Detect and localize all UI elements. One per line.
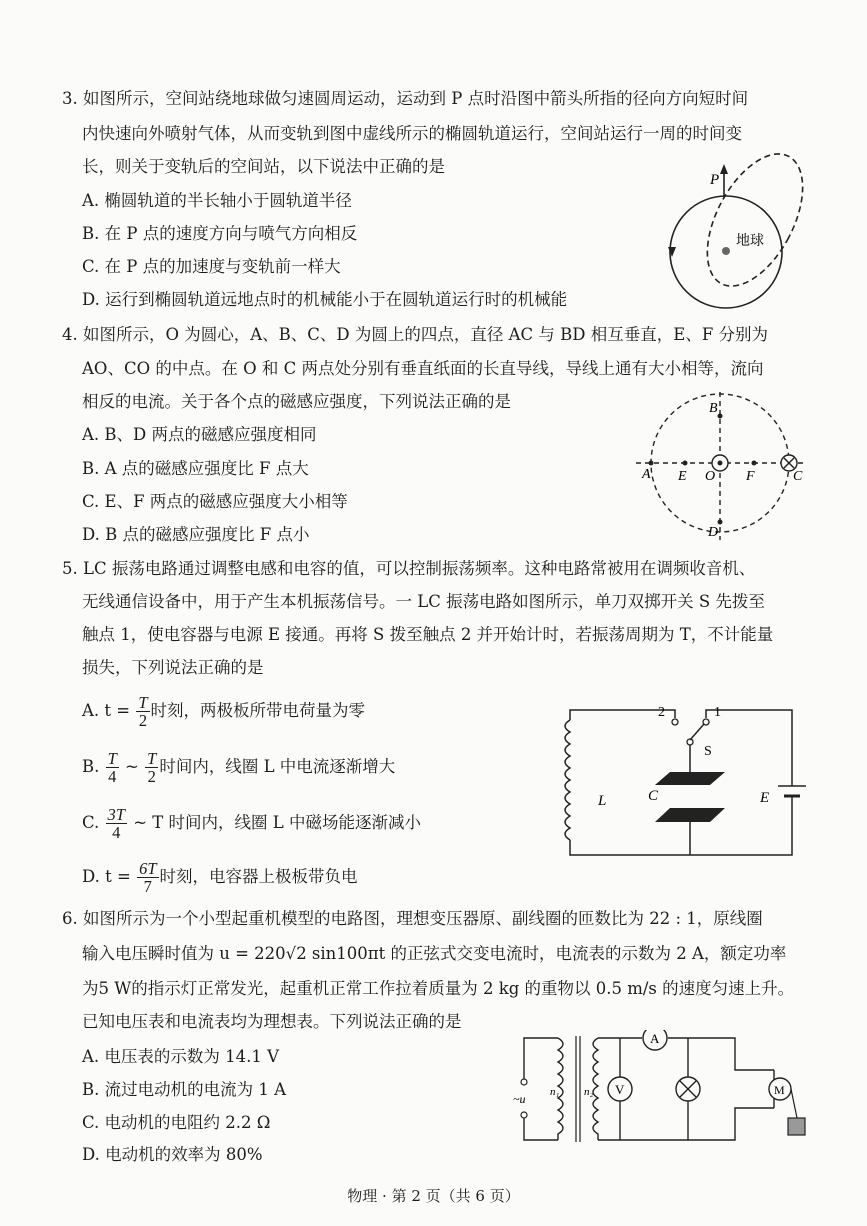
q3-option-c: C. 在 P 点的加速度与变轨前一样大 — [82, 257, 341, 276]
q4-option-c: C. E、F 两点的磁感应强度大小相等 — [82, 492, 348, 511]
q3-option-d: D. 运行到椭圆轨道远地点时的机械能小于在圆轨道运行时的机械能 — [82, 290, 568, 309]
label-input-voltage: ~u — [513, 1092, 526, 1106]
q4-stem-line3: 相反的电流。关于各个点的磁感应强度，下列说法正确的是 — [82, 392, 511, 411]
label-voltmeter: V — [615, 1082, 625, 1097]
q5-stem-line4: 损失，下列说法正确的是 — [82, 658, 264, 677]
label-contact-1: 1 — [714, 705, 721, 720]
q4-option-b: B. A 点的磁感应强度比 F 点大 — [82, 459, 309, 478]
q3-orbit-diagram — [660, 150, 810, 310]
q5-stem-line2: 无线通信设备中，用于产生本机振荡信号。一 LC 振荡电路如图所示，单刀双掷开关 S 先拨至 — [82, 592, 765, 611]
q4-option-a: A. B、D 两点的磁感应强度相同 — [82, 425, 317, 444]
q4-option-d: D. B 点的磁感应强度比 F 点小 — [82, 525, 310, 544]
label-battery: E — [760, 790, 770, 806]
inductor-coil — [565, 720, 570, 840]
label-inductor: L — [598, 793, 607, 809]
q5-lc-circuit — [560, 700, 810, 860]
q6-option-c: C. 电动机的电阻约 2.2 Ω — [82, 1113, 271, 1132]
label-o: O — [705, 469, 716, 484]
q5-option-d: D. t = $\frac{6T}{7}$ 时刻，电容器上极板带负电 — [82, 859, 358, 896]
label-d: D — [708, 525, 719, 540]
secondary-coil — [593, 1038, 598, 1140]
capacitor-top-plate — [655, 772, 725, 785]
q5-option-c: C. $\frac{3T}{4}$ ~ T 时间内，线圈 L 中磁场能逐渐减小 — [82, 805, 421, 842]
q6-stem-line4: 已知电压表和电流表均为理想表。下列说法正确的是 — [82, 1012, 462, 1031]
capacitor-bottom-plate — [655, 808, 725, 822]
q3-stem-line1: 3. 如图所示，空间站绕地球做匀速圆周运动，运动到 P 点时沿图中箭头所指的径向方向短时间 — [62, 89, 749, 108]
earth-dot — [722, 247, 730, 255]
q6-stem-line1: 6. 如图所示为一个小型起重机模型的电路图，理想变压器原、副线圈的匝数比为 22 : 1，原线圈 — [62, 909, 763, 928]
q4-stem-line1: 4. 如图所示，O 为圆心，A、B、C、D 为圆上的四点，直径 AC 与 BD 相互垂直，E、F 分别为 — [62, 325, 769, 344]
label-switch: S — [704, 744, 712, 759]
label-contact-2: 2 — [658, 705, 665, 720]
label-a: A — [642, 467, 651, 482]
label-b: B — [709, 401, 718, 416]
q5-stem-line3: 触点 1，使电容器与电源 E 接通。再将 S 拨至触点 2 并开始计时，若振荡周期为 T，不计能量 — [82, 625, 774, 644]
q4-field-diagram — [636, 390, 811, 550]
label-f: F — [746, 469, 755, 484]
label-earth: 地球 — [736, 234, 764, 249]
label-capacitor: C — [648, 788, 659, 804]
q6-crane-circuit — [510, 1030, 810, 1145]
label-n1: n₁ — [550, 1086, 560, 1098]
q6-option-a: A. 电压表的示数为 14.1 V — [82, 1047, 280, 1066]
page-footer: 物理 · 第 2 页（共 6 页） — [347, 1187, 520, 1205]
q3-stem-line3: 长，则关于变轨后的空间站，以下说法中正确的是 — [82, 157, 445, 176]
label-ammeter: A — [650, 1031, 660, 1046]
load-weight-icon — [788, 1118, 805, 1135]
label-c: C — [793, 469, 803, 484]
q6-option-d: D. 电动机的效率为 80% — [82, 1145, 263, 1164]
label-n2: n₂ — [584, 1086, 594, 1098]
q5-stem-line1: 5. LC 振荡电路通过调整电感和电容的值，可以控制振荡频率。这种电路常被用在调频收音机、 — [62, 559, 756, 578]
label-motor: M — [774, 1083, 785, 1097]
q4-stem-line2: AO、CO 的中点。在 O 和 C 两点处分别有垂直纸面的长直导线，导线上通有大小相等，流向 — [82, 359, 764, 378]
q6-option-b: B. 流过电动机的电流为 1 A — [82, 1080, 287, 1099]
switch-blade — [690, 724, 704, 740]
label-e: E — [678, 469, 687, 484]
q6-stem-line2: 输入电压瞬时值为 u = 220√2 sin100πt 的正弦式交变电流时，电流表的示数为 2 A，额定功率 — [82, 944, 787, 963]
q3-stem-line2: 内快速向外喷射气体，从而变轨到图中虚线所示的椭圆轨道运行，空间站运行一周的时间变 — [82, 124, 742, 143]
q5-option-a: A. t = $\frac{T}{2}$ 时刻，两极板所带电荷量为零 — [82, 693, 366, 730]
q3-option-b: B. 在 P 点的速度方向与喷气方向相反 — [82, 224, 358, 243]
arrow-head-icon — [720, 164, 728, 174]
q5-option-b: B. $\frac{T}{4}$ ~ $\frac{T}{2}$ 时间内，线圈 L 中电流逐渐增大 — [82, 749, 396, 786]
label-p: P — [710, 172, 720, 188]
q3-option-a: A. 椭圆轨道的半长轴小于圆轨道半径 — [82, 191, 352, 210]
q6-stem-line3: 为5 W的指示灯正常发光，起重机正常工作拉着质量为 2 kg 的重物以 0.5 m/s 的速度匀速上升。 — [82, 979, 795, 998]
elliptical-orbit — [688, 150, 810, 301]
